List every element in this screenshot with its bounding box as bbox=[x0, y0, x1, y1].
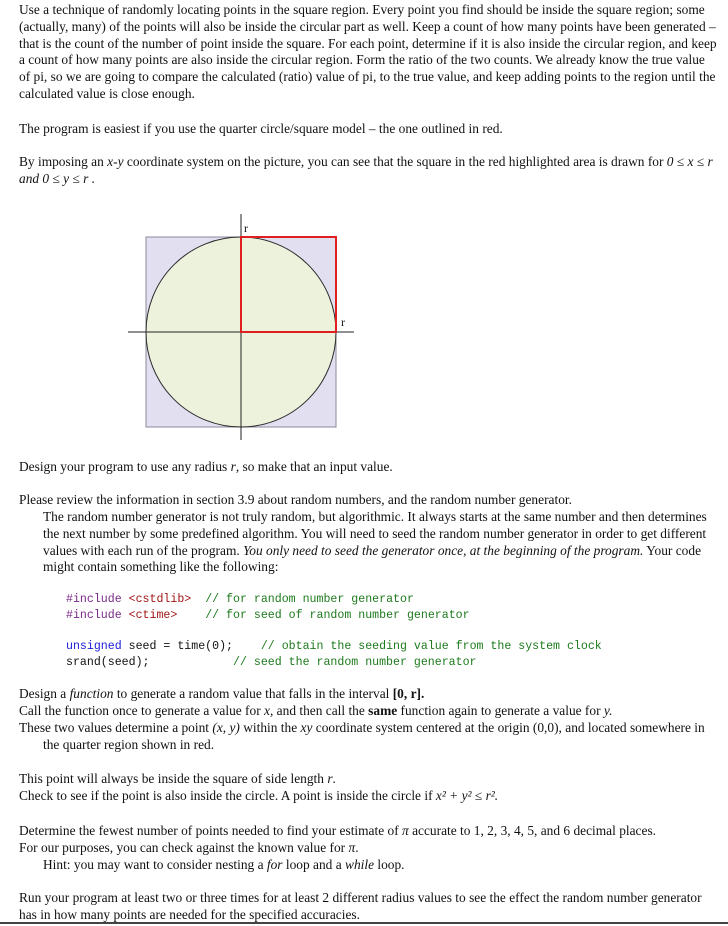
review-paragraph bbox=[19, 492, 719, 509]
point-xy: (x, y) bbox=[212, 720, 240, 735]
review-tail-text: Your code might contain something like the following: bbox=[43, 542, 702, 575]
code-statement: srand(seed); bbox=[66, 655, 150, 669]
page-bottom-rule bbox=[0, 922, 728, 924]
coord-text-a: By imposing an bbox=[19, 154, 108, 169]
fewest-text-b: accurate to 1, 2, 3, 4, 5, and 6 decimal places. bbox=[408, 823, 656, 838]
call-text-a: Call the function once to generate a value for bbox=[19, 703, 265, 718]
hint-while: while bbox=[345, 857, 375, 872]
purposes-text-b: . bbox=[355, 840, 359, 855]
fewest-pi: π bbox=[402, 823, 409, 838]
call-text-b: , and then call the bbox=[269, 703, 369, 718]
code-directive: #include bbox=[66, 593, 122, 606]
purposes-paragraph bbox=[19, 840, 719, 857]
point-paragraph bbox=[19, 720, 719, 754]
code-seed-block bbox=[66, 639, 602, 670]
run-text: Run your program at least two or three times for at least 2 different radius values to see the effect the random number generator has in how many points are needed for the specified accuracies. bbox=[19, 890, 702, 922]
code-comment: // obtain the seeding value from the system clock bbox=[260, 640, 602, 653]
hint-for: for bbox=[266, 857, 283, 872]
hint-text-b: loop and a bbox=[282, 857, 346, 872]
hint-text-c: loop. bbox=[374, 857, 405, 872]
check-paragraph bbox=[19, 788, 719, 805]
hint-paragraph bbox=[19, 857, 719, 874]
code-include-block bbox=[66, 592, 470, 623]
review-italic-text: You only need to seed the generator once, at the beginning of the program. bbox=[243, 542, 644, 558]
purposes-text-a: For our purposes, you can check against the known value for bbox=[19, 840, 349, 855]
function-paragraph bbox=[19, 686, 719, 703]
func-em: function bbox=[69, 686, 114, 701]
radius-text-b: , so make that an input value. bbox=[235, 459, 393, 474]
func-text-a: Design a bbox=[19, 686, 70, 701]
call-paragraph bbox=[19, 703, 719, 720]
coord-xy: x-y bbox=[107, 154, 124, 169]
inside-paragraph bbox=[19, 771, 719, 788]
label-right-r: r bbox=[341, 315, 345, 329]
fewest-text-a: Determine the fewest number of points needed to find your estimate of bbox=[19, 823, 403, 838]
check-text-a: Check to see if the point is also inside the circle. A point is inside the circle if bbox=[19, 788, 436, 803]
check-formula: x² + y² ≤ r². bbox=[435, 788, 499, 803]
inside-text-a: This point will always be inside the square of side length bbox=[19, 771, 328, 786]
radius-r: r bbox=[230, 459, 236, 474]
radius-paragraph bbox=[19, 459, 719, 476]
intro-text: Use a technique of randomly locating points in the square region. Every point you find should be inside the square region; some (actually, many) of the points will also be inside the circular part as well. Keep a count of how many points have been generated – that is the count of the number of point inside the square. For each point, determine if it is also inside the circular region, and keep a count of how many points are also inside the circular region. Form the ratio of the two counts. We already know the true value of pi, so we are going to compare the calculated (ratio) value of pi, to the true value, and keep adding points to the region until the calculated value is close enough. bbox=[19, 2, 717, 101]
code-header-ctime: <ctime> bbox=[128, 608, 178, 622]
code-comment: // for random number generator bbox=[205, 593, 414, 606]
inside-r: r bbox=[327, 771, 333, 786]
coord-text-b: coordinate system on the picture, you can see that the square in the red highlighted area is drawn for bbox=[123, 154, 667, 169]
func-text-b: to generate a random value that falls in the interval bbox=[113, 686, 393, 701]
code-header-cstdlib: <cstdlib> bbox=[128, 593, 192, 606]
easiest-text: The program is easiest if you use the quarter circle/square model – the one outlined in red. bbox=[19, 121, 503, 136]
label-top-r: r bbox=[244, 221, 248, 235]
func-interval: [0, r]. bbox=[392, 686, 425, 701]
review-body bbox=[19, 509, 719, 576]
code-comment: // seed the random number generator bbox=[233, 655, 477, 669]
inside-text-b: . bbox=[332, 771, 336, 786]
point-text-c: coordinate system centered at the origin (0,0), and located somewhere in the quarter region shown in red. bbox=[43, 720, 705, 752]
call-same: same bbox=[368, 703, 398, 718]
review-body-text: The random number generator is not truly random, but algorithmic. It always starts at the same number and then determines the next number by some predefined algorithm. You will need to seed the random number generator in order to get different values with each run of the program. bbox=[43, 509, 707, 558]
call-y: y. bbox=[603, 703, 613, 718]
call-x: x bbox=[264, 703, 270, 718]
hint-text-a: Hint: you may want to consider nesting a bbox=[43, 857, 267, 872]
fewest-paragraph bbox=[19, 823, 719, 840]
purposes-pi: π bbox=[348, 840, 356, 855]
point-text-b: within the bbox=[239, 720, 301, 735]
run-paragraph bbox=[19, 890, 719, 924]
review-first-line: Please review the information in section 3.9 about random numbers, and the random number generator. bbox=[19, 492, 572, 507]
point-text-a: These two values determine a point bbox=[19, 720, 213, 735]
quarter-circle-figure bbox=[0, 0, 728, 460]
code-comment: // for seed of random number generator bbox=[205, 608, 470, 622]
code-statement: seed = time(0); bbox=[121, 640, 233, 653]
radius-text-a: Design your program to use any radius bbox=[19, 459, 231, 474]
call-text-c: function again to generate a value for bbox=[397, 703, 604, 718]
point-xy2: xy bbox=[300, 720, 313, 735]
code-directive: #include bbox=[66, 608, 122, 622]
coord-inequality: 0 ≤ x ≤ r and 0 ≤ y ≤ r . bbox=[19, 154, 713, 186]
code-keyword: unsigned bbox=[66, 640, 122, 653]
